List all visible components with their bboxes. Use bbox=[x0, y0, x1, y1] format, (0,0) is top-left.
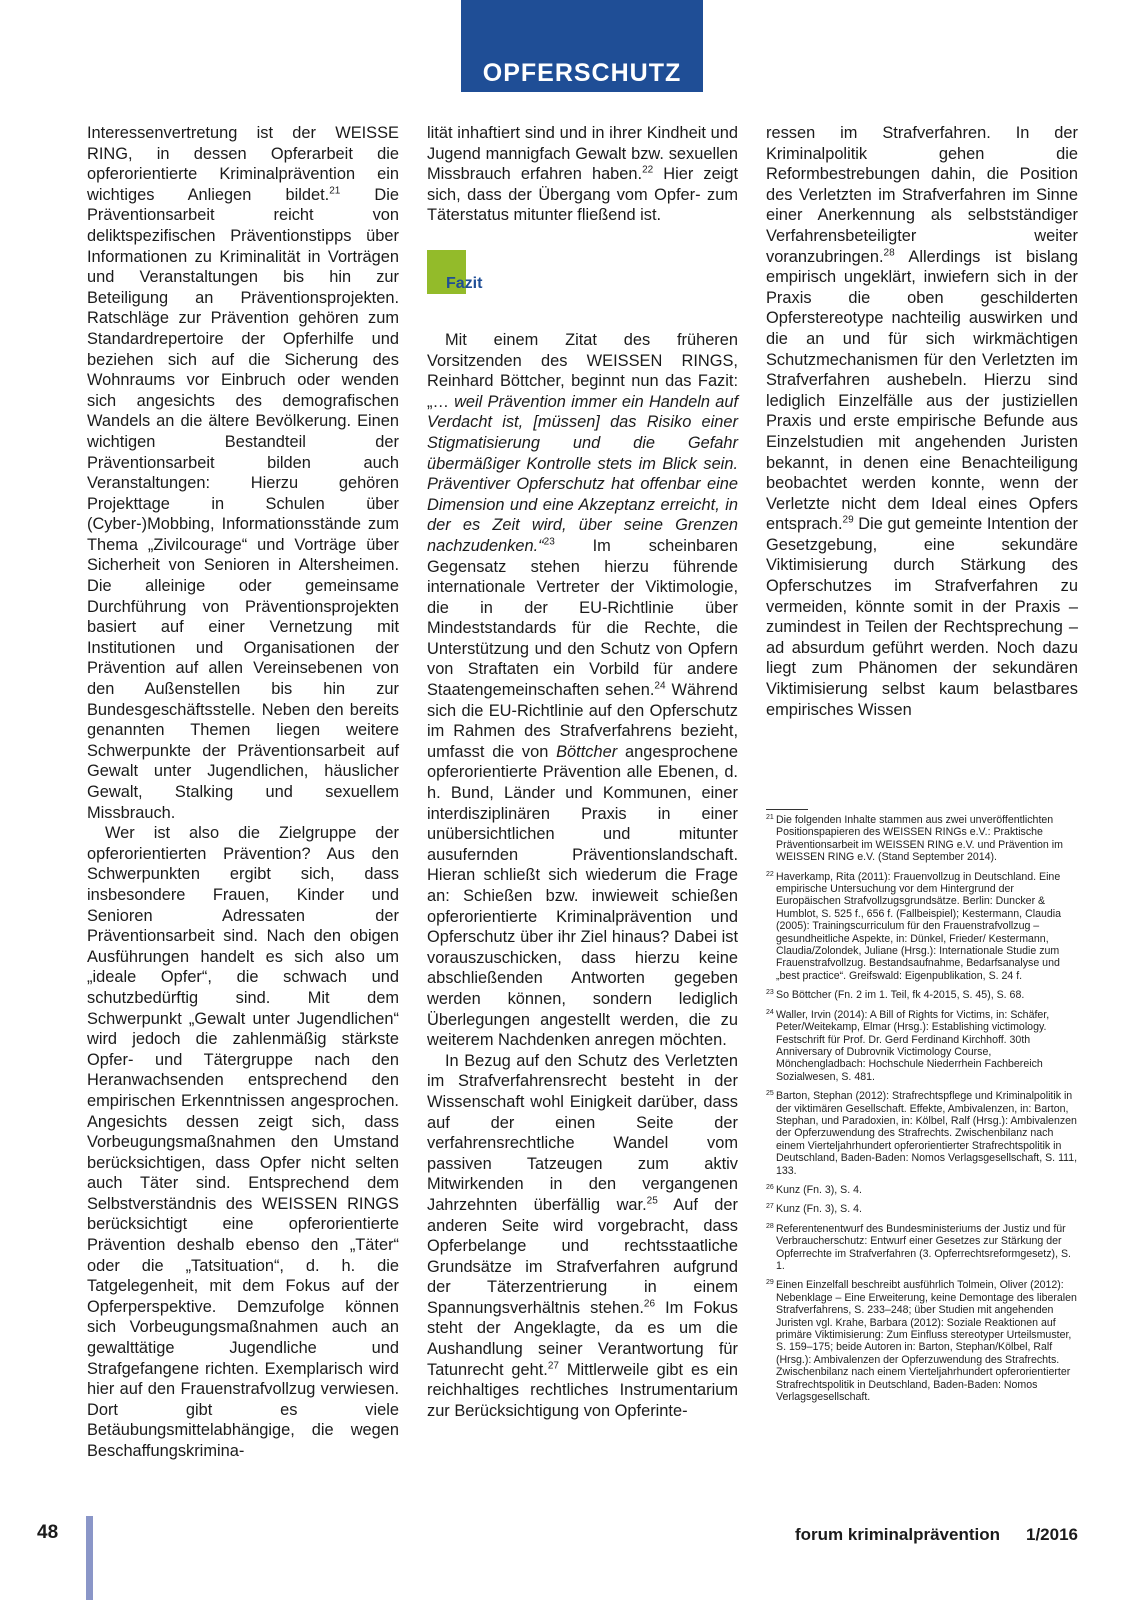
paragraph: Mit einem Zitat des früheren Vorsitzenden des WEISSEN RINGS, Reinhard Böttcher, beginnt nun das Fazit: „… weil Prävention immer ein Handeln auf Verdacht ist, [müssen] das Risiko einer Stigmatisierung und die Gefahr übermäßiger Kontrolle stets im Blick sein. Präventiver Opferschutz hat offenbar eine Dimension und eine Akzeptanz erreicht, in der es Zeit wird, über seine Grenzen nachzudenken.“$^{23}$ Im scheinbaren Gegensatz stehen hierzu führende internationale Vertreter der Viktimologie, die in der EU-Richtlinie über Mindeststandards für die Rechte, die Unterstützung und den Schutz von Opfern von Straftaten ein Vorbild für andere Staatengemeinschaften sehen.$^{24}$ Während sich die EU-Richtlinie auf den Opferschutz im Rahmen des Strafverfahrens bezieht, umfasst die von Böttcher angesprochene opferorientierte Prävention alle Ebenen, d. h. Bund, Länder und Kommunen, einer interdisziplinären Praxis in einer unübersichtlichen und mitunter ausufernden Präventionslandschaft. Hieran schließt sich wiederum die Frage an: Schießen bzw. inwieweit schießen opferorientierte Kriminalprävention und Opferschutz über ihr Ziel hinaus? Dabei ist vorauszuschicken, dass hierzu keine abschließenden Antworten gegeben werden können, sondern lediglich Überlegungen angestellt werden, die zu weiterem Nachdenken anregen möchten. bbox=[427, 330, 738, 1050]
page-number: 48 bbox=[37, 1522, 59, 1543]
paragraph: lität inhaftiert sind und in ihrer Kindheit und Jugend mannigfach Gewalt bzw. sexuellen Missbrauch erfahren haben.$^{22}$ Hier zeigt sich, dass der Übergang vom Opfer- zum Täterstatus mitunter fließend ist. bbox=[427, 124, 738, 225]
text-column-3 bbox=[766, 123, 1078, 720]
footnote-ref[interactable]: 27 bbox=[547, 1360, 559, 1372]
footnote: 27 Kunz (Fn. 3), S. 4. bbox=[766, 1203, 862, 1216]
heading-label: Fazit bbox=[446, 274, 483, 292]
text-column-2 bbox=[427, 123, 738, 1421]
footnote: 26 Kunz (Fn. 3), S. 4. bbox=[766, 1183, 862, 1196]
footnote-ref[interactable]: 29 bbox=[842, 514, 854, 526]
footer-accent-bar bbox=[86, 1516, 93, 1600]
footnote: 29 Einen Einzelfall beschreibt ausführlich Tolmein, Oliver (2012): Nebenklage – Eine Erweiterung, keine Demontage des liberalen Strafverfahrens, S. 233–248; über Studien mit angehenden Juristen vgl. Krahe, Barbara (2012): Soziale Reaktionen auf primäre Viktimisierung: Zum Einfluss stereotyper Urteilsmuster, S. 159–175; beide Autoren in: Barton, Stephan/Kölbel, Ralf (Hrsg.): Ambivalenzen der Opferzuwendung des Strafrechts. Zwischenbilanz nach einem Vierteljahrhundert opferorientierter Strafrechtspolitik in Deutschland, Baden-Baden: Nomos Verlagsgesellschaft. bbox=[766, 1279, 1077, 1404]
footnote-ref[interactable]: 23 bbox=[543, 536, 555, 548]
footnote-ref[interactable]: 25 bbox=[646, 1195, 658, 1207]
footnote: 28 Referentenentwurf des Bundesministeriums der Justiz und für Verbraucherschutz: Entwurf einer Gesetzes zur Stärkung der Opferrechte im Strafverfahren (3. Opferrechtsreformgesetz), S. 1. bbox=[766, 1222, 1071, 1272]
footnote-ref[interactable]: 28 bbox=[883, 247, 895, 259]
footnote: 25 Barton, Stephan (2012): Strafrechtspflege und Kriminalpolitik in der viktimären Gesellschaft. Effekte, Ambivalenzen, in: Barton, Stephan, und Paradoxien, in: Kölbel, Ralf (Hrsg.): Ambivalenzen der Opferzuwendung des Strafrechts. Zwischenbilanz nach einem Vierteljahrhundert opferorientierter Strafrechtspolitik in Deutschland, Baden-Baden: Nomos Verlagsgesellschaft, S. 111, 133. bbox=[766, 1090, 1078, 1177]
paragraph: Interessenvertretung ist der WEISSE RING, in dessen Opferarbeit die opferorientierte Kriminalprävention ein wichtiges Anliegen bildet.$^{21}$ Die Präventionsarbeit reicht von deliktspezifischen Präventionstipps über Informationen zu Kriminalität in Vorträgen und Veranstaltungen bis hin zur Beteiligung an Präventionsprojekten. Ratschläge zur Prävention gehören zum Standardrepertoire der Opferhilfe und beziehen sich auf die Sicherung des Wohnraums vor Einbruch oder wenden sich angesichts des demografischen Wandels an die ältere Bevölkerung. Einen wichtigen Bestandteil der Präventionsarbeit bilden auch Veranstaltungen: Hierzu gehören Projekttage in Schulen über (Cyber-)Mobbing, Informationsstände zum Thema „Zivilcourage“ und Vorträge über Sicherheit von Senioren in Altersheimen. Die alleinige oder gemeinsame Durchführung von Präventionsprojekten basiert auf einer Vernetzung mit Institutionen und Organisationen der Prävention auf allen Vereinsebenen von den Außenstellen bis hin zur Bundesgeschäftsstelle. Neben den bereits genannten Themen liegen weitere Schwerpunkte der Präventionsarbeit auf Gewalt unter Jugendlichen, häuslicher Gewalt, Stalking und sexuellem Missbrauch. bbox=[87, 124, 399, 822]
footnote-ref[interactable]: 22 bbox=[642, 164, 654, 176]
cited-name: Böttcher bbox=[556, 742, 618, 761]
footnote: 24 Waller, Irvin (2014): A Bill of Rights for Victims, in: Schäfer, Peter/Weitekamp, Elmar (Hrsg.): Establishing victimology. Festschrift für Prof. Dr. Gerd Ferdinand Kirchhoff. 30th Anniversary of Dubrovnik Victimology Course, Mönchengladbach: Hochschule Niederrhein Fachbereich Sozialwesen, S. 481. bbox=[766, 1008, 1050, 1083]
footnote-divider bbox=[766, 809, 808, 810]
text-column-1 bbox=[87, 123, 399, 1462]
quote: weil Prävention immer ein Handeln auf Verdacht ist, [müssen] das Risiko einer Stigmatisierung und die Gefahr übermäßiger Kontrolle stets im Blick sein. Präventiver Opferschutz hat offenbar eine Dimension und eine Akzeptanz erreicht, in der es Zeit wird, über seine Grenzen nachzudenken.“ bbox=[427, 392, 738, 555]
section-header-tab bbox=[461, 0, 703, 92]
footnote: 21 Die folgenden Inhalte stammen aus zwei unveröffentlichten Positionspapieren des WEISSEN RINGs e.V.: Praktische Präventionsarbeit im WEISSEN RING e.V. und Prävention im WEISSEN RING e.V. (Stand September 2014). bbox=[766, 814, 1063, 864]
section-heading-fazit bbox=[427, 250, 738, 294]
journal-footer bbox=[795, 1525, 1078, 1545]
footnote: 23 So Böttcher (Fn. 2 im 1. Teil, fk 4-2015, S. 45), S. 68. bbox=[766, 989, 1025, 1002]
paragraph: In Bezug auf den Schutz des Verletzten im Strafverfahrensrecht besteht in der Wissenschaft wohl Einigkeit darüber, dass auf der einen Seite der verfahrensrechtliche Wandel vom passiven Tatzeugen zum aktiv Mitwirkenden in den vergangenen Jahrzehnten überfällig war.$^{25}$ Auf der anderen Seite wird vorgebracht, dass Opferbelange und rechtsstaatliche Grundsätze im Strafverfahren aufgrund der Täterzentrierung in einem Spannungsverhältnis stehen.$^{26}$ Im Fokus steht der Angeklagte, da es um die Aushandlung seiner Verantwortung für Tatunrecht geht.$^{27}$ Mittlerweile gibt es ein reichhaltiges rechtliches Instrumentarium zur Berücksichtigung von Opferinte- bbox=[427, 1051, 739, 1420]
footnote-ref[interactable]: 24 bbox=[654, 680, 666, 692]
issue-number: 1/2016 bbox=[1026, 1525, 1078, 1544]
paragraph: Wer ist also die Zielgruppe der opferorientierten Prävention? Aus den Schwerpunkten ergibt sich, dass insbesondere Frauen, Kinder und Senioren Adressaten der Präventionsarbeit sind. Nach den obigen Ausführungen handelt es sich also um „ideale Opfer“, die schwach und schutzbedürftig sind. Mit dem Schwerpunkt „Gewalt unter Jugendlichen“ wird jedoch die zahlenmäßig stärkste Opfer- und Tätergruppe nach den Heranwachsenden entsprechend den empirischen Erkenntnissen angesprochen. Angesichts dessen zeigt sich, dass Vorbeugungsmaßnahmen den Umstand berücksichtigen, dass Opfer nicht selten auch Täter sind. Entsprechend dem Selbstverständnis des WEISSEN RINGS berücksichtigt eine opferorientierte Prävention deshalb ebenso den „Täter“ oder die „Tatsituation“, d. h. die Tatgelegenheit, mit dem Fokus auf der Opferperspektive. Demzufolge können sich Vorbeugungsmaßnahmen auch an gewalttätige Jugendliche und Strafgefangene richten. Exemplarisch wird hier auf den Frauenstrafvollzug verwiesen. Dort gibt es viele Betäubungsmittelabhängige, die wegen Beschaffungskrimina- bbox=[87, 824, 399, 1460]
footnotes-block bbox=[766, 814, 1078, 1410]
journal-title: forum kriminalprävention bbox=[795, 1525, 1000, 1544]
footnote: 22 Haverkamp, Rita (2011): Frauenvollzug in Deutschland. Eine empirische Untersuchung vor dem Hintergrund der Europäischen Strafvollzugsgrundsätze. Berlin: Duncker & Humblot, S. 525 f., 656 f. (Fallbeispiel); Kestermann, Claudia (2005): Trainingscurriculum für den Frauenstrafvollzug – gesundheitliche Aspekte, in: Dünkel, Frieder/ Kestermann, Claudia/Zolondek, Juliane (Hrsg.): Internationale Studie zum Frauenstrafvollzug. Bestandsaufnahme, Bedarfsanalyse und „best practice“. Greifswald: Eigenpublikation, S. 24 f. bbox=[766, 870, 1061, 982]
section-title: OPFERSCHUTZ bbox=[482, 59, 682, 87]
footnote-ref[interactable]: 21 bbox=[329, 185, 341, 197]
footnote-ref[interactable]: 26 bbox=[643, 1298, 656, 1310]
paragraph: ressen im Strafverfahren. In der Kriminalpolitik gehen die Reformbestrebungen dahin, die Position des Verletzten im Strafverfahren im Sinne einer Anerkennung als selbstständiger Verfahrensbeteiligter weiter voranzubringen.$^{28}$ Allerdings ist bislang empirisch ungeklärt, inwiefern sich in der Praxis die oben geschilderten Opferstereotype nachteilig auswirken und die an und für sich wirkmächtigen Schutzmechanismen für den Verletzten im Strafverfahren aushebeln. Hierzu sind lediglich Einzelfälle aus der justiziellen Praxis und erste empirische Befunde aus Einzelstudien mit angehenden Juristen bekannt, in denen eine Benachteiligung beobachtet werden konnte, wenn der Verletzte nicht dem Ideal eines Opfers entsprach.$^{29}$ Die gut gemeinte Intention der Gesetzgebung, eine sekundäre Viktimisierung durch Stärkung des Opferschutzes im Strafverfahren zu vermeiden, könnte somit in der Praxis – zumindest in Teilen der Rechtsprechung – ad absurdum geführt werden. Noch dazu liegt zum Phänomen der sekundären Viktimisierung selbst kaum belastbares empirisches Wissen bbox=[766, 124, 1078, 719]
